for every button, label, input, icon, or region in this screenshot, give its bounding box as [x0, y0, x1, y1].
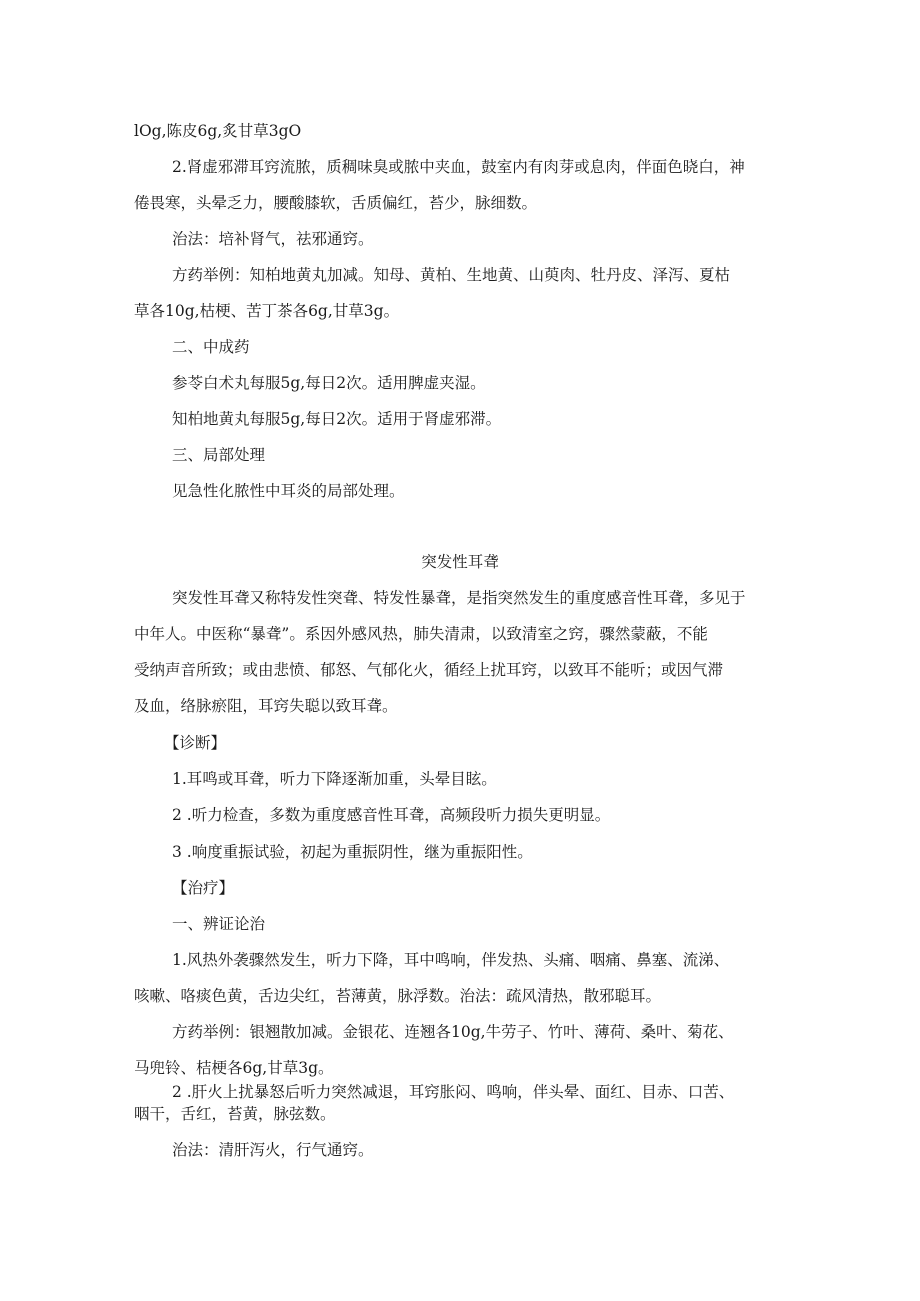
section-heading: 二、中成药	[172, 338, 250, 356]
text-line: 中年人。中医称“暴聋”。系因外感风热，肺失清肃，以致清室之窍，骤然蒙蔽，不能	[134, 625, 708, 643]
text-line: 受纳声音所致；或由悲愤、郁怒、气郁化火，循经上扰耳窍，以致耳不能听；或因气滞	[134, 661, 724, 679]
text-line: 参苓白术丸每服5g,每日2次。适用脾虚夹湿。	[172, 374, 486, 392]
list-item: 1.风热外袭骤然发生，听力下降，耳中鸣响，伴发热、头痛、咽痛、鼻塞、流涕、	[172, 951, 730, 969]
text-line: 及血，络脉瘀阻，耳窍失聪以致耳聋。	[134, 697, 398, 715]
text-line: 咳嗽、咯痰色黄，舌边尖红，苔薄黄，脉浮数。治法：疏风清热，散邪聪耳。	[134, 987, 662, 1005]
chapter-title: 突发性耳聋	[421, 553, 499, 571]
text-line: 方药举例：知柏地黄丸加减。知母、黄柏、生地黄、山萸肉、牡丹皮、泽泻、夏枯	[172, 266, 731, 284]
text-line: 突发性耳聋又称特发性突聋、特发性暴聋，是指突然发生的重度感音性耳聋，多见于	[172, 589, 746, 607]
section-heading: 【诊断】	[164, 734, 227, 752]
text-line: lOg,陈皮6g,炙甘草3gO	[134, 122, 302, 140]
text-line: 咽干，舌红，苔黄，脉弦数。	[134, 1105, 336, 1123]
text-line: 见急性化脓性中耳炎的局部处理。	[172, 482, 405, 500]
list-item: 3 .响度重振试验，初起为重振阴性，继为重振阳性。	[172, 843, 533, 861]
text-line: 方药举例：银翘散加减。金银花、连翘各10g,牛劳子、竹叶、薄荷、桑叶、菊花、	[172, 1023, 734, 1041]
section-heading: 一、辨证论治	[172, 915, 266, 933]
text-line: 治法：清肝泻火，行气通窍。	[172, 1141, 374, 1159]
text-line: 倦畏寒，头晕乏力，腰酸膝软，舌质偏红，苔少，脉细数。	[134, 194, 538, 212]
list-item: 1.耳鸣或耳聋，听力下降逐渐加重，头晕目眩。	[172, 770, 497, 788]
text-line: 知柏地黄丸每服5g,每日2次。适用于肾虚邪滞。	[172, 410, 502, 428]
list-item: 2 .肝火上扰暴怒后听力突然减退，耳窍胀闷、鸣响，伴头晕、面红、目赤、口苦、	[172, 1083, 735, 1101]
text-line: 草各10g,枯梗、苦丁茶各6g,甘草3g。	[134, 302, 400, 320]
text-line: 马兜铃、桔梗各6g,甘草3g。	[134, 1059, 334, 1077]
list-item: 2 .听力检查，多数为重度感音性耳聋，高频段听力损失更明显。	[172, 806, 611, 824]
section-heading: 【治疗】	[172, 879, 235, 897]
section-heading: 三、局部处理	[172, 446, 266, 464]
text-line: 2.肾虚邪滞耳窍流脓，质稠味臭或脓中夹血，鼓室内有肉芽或息肉，伴面色晓白，神	[172, 158, 745, 176]
text-line: 治法：培补肾气，祛邪通窍。	[172, 230, 374, 248]
